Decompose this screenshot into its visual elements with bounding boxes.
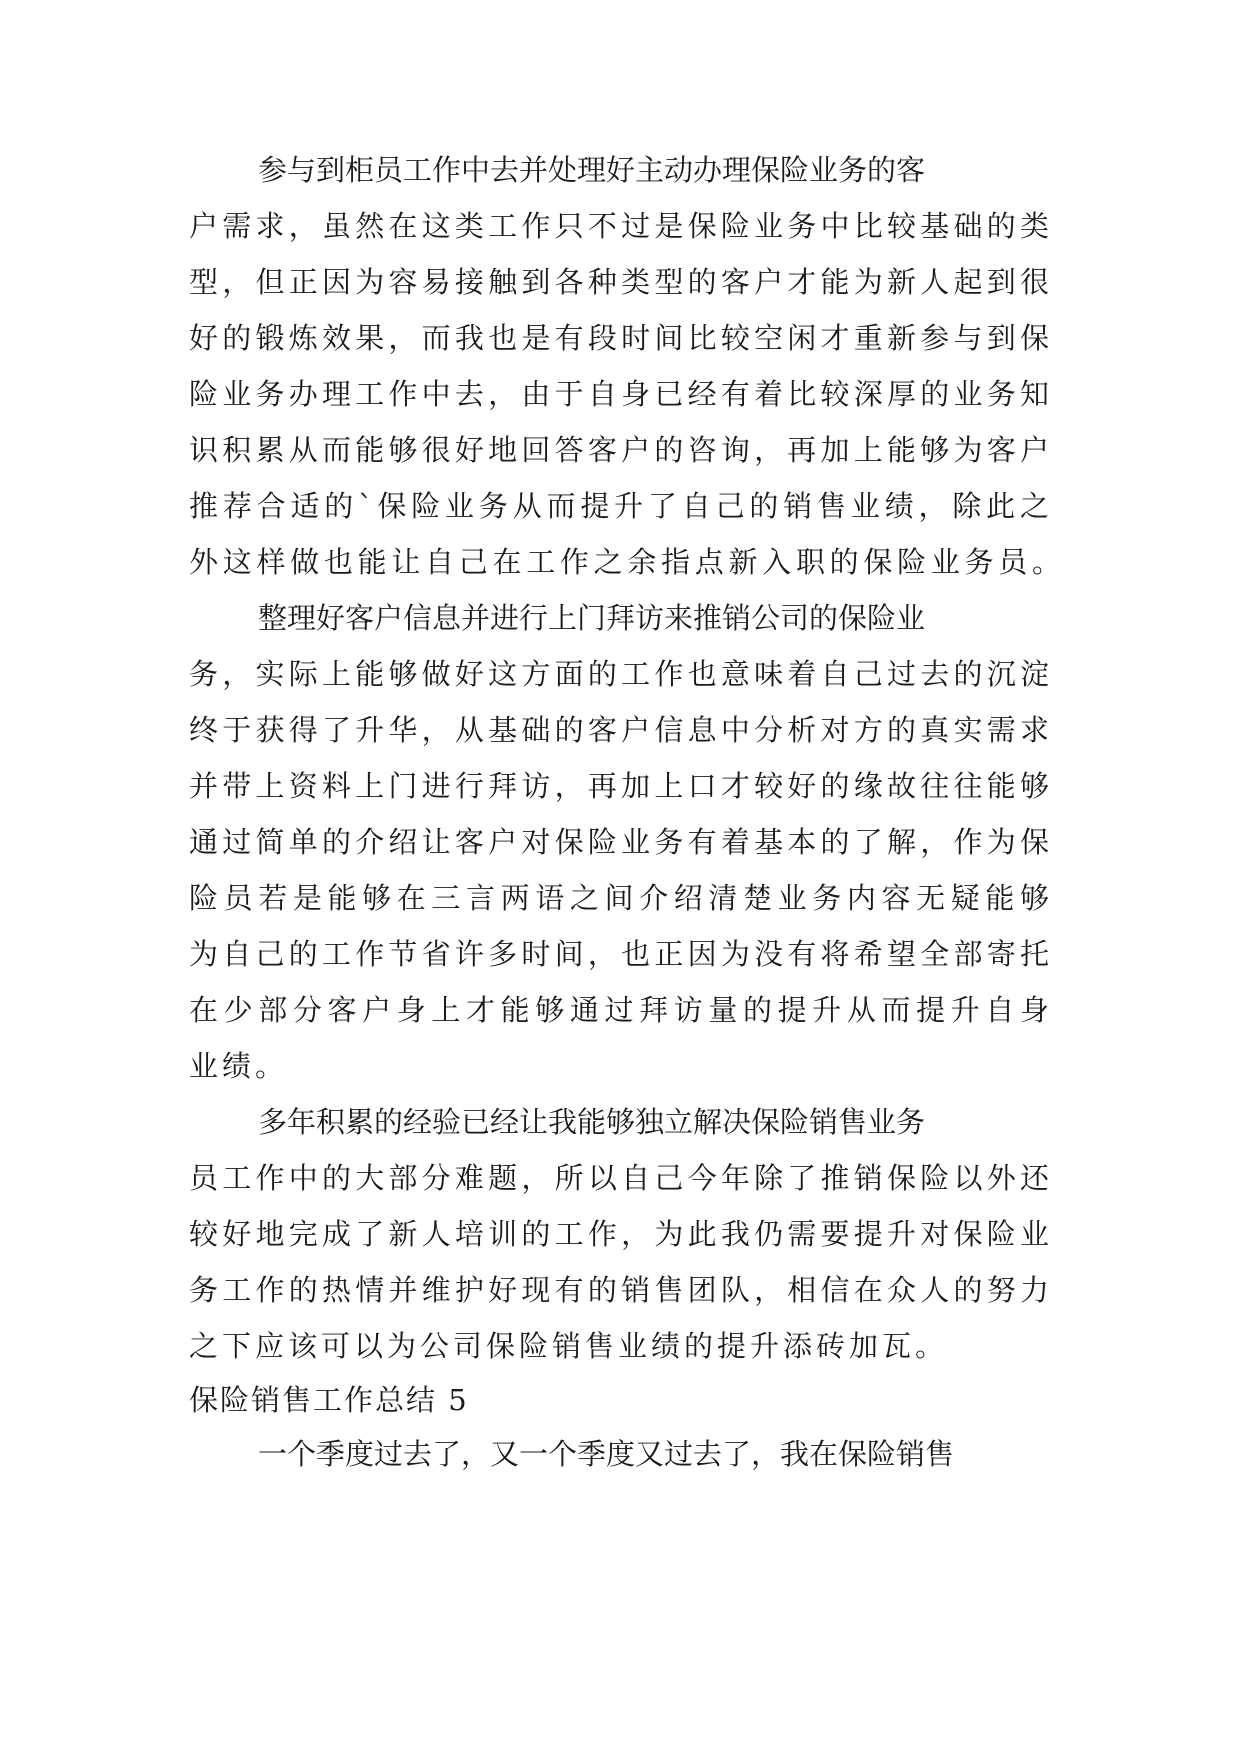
paragraph-line: 务，实际上能够做好这方面的工作也意味着自己过去的沉淀	[189, 657, 1049, 691]
paragraph-line: 较好地完成了新人培训的工作，为此我仍需要提升对保险业	[189, 1217, 1049, 1251]
paragraph-line: 为自己的工作节省许多时间，也正因为没有将希望全部寄托	[189, 937, 1049, 971]
section-heading: 保险销售工作总结 5	[189, 1383, 469, 1417]
paragraph-line: 识积累从而能够很好地回答客户的咨询，再加上能够为客户	[189, 433, 1049, 467]
paragraph-line: 推荐合适的`保险业务从而提升了自己的销售业绩，除此之	[189, 489, 1049, 523]
paragraph-line: 整理好客户信息并进行上门拜访来推销公司的保险业	[258, 601, 926, 635]
paragraph-line: 参与到柜员工作中去并处理好主动办理保险业务的客	[258, 153, 926, 187]
paragraph-line: 之下应该可以为公司保险销售业绩的提升添砖加瓦。	[189, 1329, 949, 1363]
paragraph-line: 员工作中的大部分难题，所以自己今年除了推销保险以外还	[189, 1161, 1049, 1195]
paragraph-line: 务工作的热情并维护好现有的销售团队，相信在众人的努力	[189, 1273, 1049, 1307]
paragraph-line: 业绩。	[189, 1049, 289, 1083]
paragraph-line: 一个季度过去了，又一个季度又过去了，我在保险销售	[258, 1437, 955, 1471]
paragraph-line: 通过简单的介绍让客户对保险业务有着基本的了解，作为保	[189, 825, 1049, 859]
paragraph-line: 外这样做也能让自己在工作之余指点新入职的保险业务员。	[189, 545, 1061, 579]
paragraph-line: 终于获得了升华，从基础的客户信息中分析对方的真实需求	[189, 713, 1049, 747]
paragraph-line: 户需求，虽然在这类工作只不过是保险业务中比较基础的类	[189, 209, 1049, 243]
paragraph-line: 险员若是能够在三言两语之间介绍清楚业务内容无疑能够	[189, 881, 1049, 915]
paragraph-line: 好的锻炼效果，而我也是有段时间比较空闲才重新参与到保	[189, 321, 1049, 355]
paragraph-line: 在少部分客户身上才能够通过拜访量的提升从而提升自身	[189, 993, 1049, 1027]
paragraph-line: 并带上资料上门进行拜访，再加上口才较好的缘故往往能够	[189, 769, 1049, 803]
paragraph-line: 多年积累的经验已经让我能够独立解决保险销售业务	[258, 1105, 926, 1139]
paragraph-line: 型，但正因为容易接触到各种类型的客户才能为新人起到很	[189, 265, 1049, 299]
paragraph-line: 险业务办理工作中去，由于自身已经有着比较深厚的业务知	[189, 377, 1049, 411]
